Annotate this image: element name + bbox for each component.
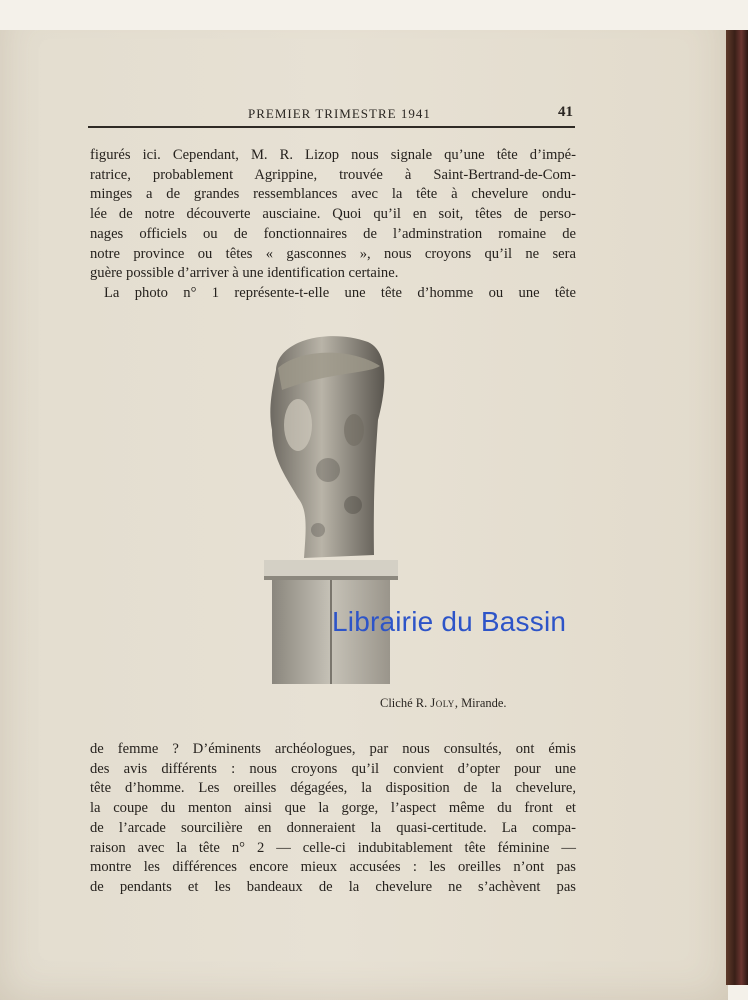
paragraph-bottom	[90, 740, 576, 898]
text-line: de pendants et les bandeaux de la chevelure ne s’achèvent pas	[90, 878, 576, 895]
running-head-title: PREMIER TRIMESTRE 1941	[248, 106, 431, 121]
page-number: 41	[558, 104, 573, 120]
running-head	[88, 100, 575, 127]
text-line: de l’arcade sourcilière en donneraient la quasi-certitude. La compa-	[90, 819, 576, 836]
text-line: montre les différences encore mieux accusées : les oreilles n’ont pas	[90, 859, 576, 876]
caption-prefix: Cliché R.	[380, 696, 431, 710]
text-line: raison avec la tête n° 2 — celle-ci indubitablement tête féminine —	[90, 839, 576, 856]
caption-photographer: Joly	[430, 696, 455, 710]
text-line: lée de notre découverte ausciaine. Quoi qu’il en soit, têtes de perso-	[90, 206, 576, 223]
text-line: la coupe du menton ainsi que la gorge, l’aspect même du front et	[90, 800, 576, 817]
text-line: figurés ici. Cependant, M. R. Lizop nous signale qu’une tête d’impé-	[90, 147, 576, 163]
watermark-logo: Librairie du Bassin	[332, 606, 567, 637]
book-cover-edge	[726, 30, 748, 985]
text-line: guère possible d’arriver à une identification certaine.	[90, 265, 399, 282]
text-line: des avis différents : nous croyons qu’il convient d’opter pour une	[90, 760, 576, 777]
text-line: tête d’homme. Les oreilles dégagées, la disposition de la chevelure,	[90, 780, 576, 797]
figure-caption	[380, 696, 507, 711]
text-line: de femme ? D’éminents archéologues, par nous consultés, ont émis	[90, 741, 576, 757]
text-line: nages officiels ou de fonctionnaires de l’adminstration romaine de	[90, 225, 576, 242]
text-line: ratrice, probablement Agrippine, trouvée à Saint-Bertrand-de-Com-	[90, 166, 576, 183]
caption-suffix: , Mirande.	[454, 696, 507, 710]
text-line: La photo n° 1 représente-t-elle une tête d’homme ou une tête	[104, 284, 576, 301]
header-rule	[88, 126, 575, 128]
background-top	[0, 0, 748, 30]
paragraph-top	[90, 146, 576, 304]
text-line: notre province ou têtes « gasconnes », nous croyons qu’il ne sera	[90, 245, 576, 262]
text-line: minges a de grandes ressemblances avec la tête à chevelure ondu-	[90, 186, 576, 203]
